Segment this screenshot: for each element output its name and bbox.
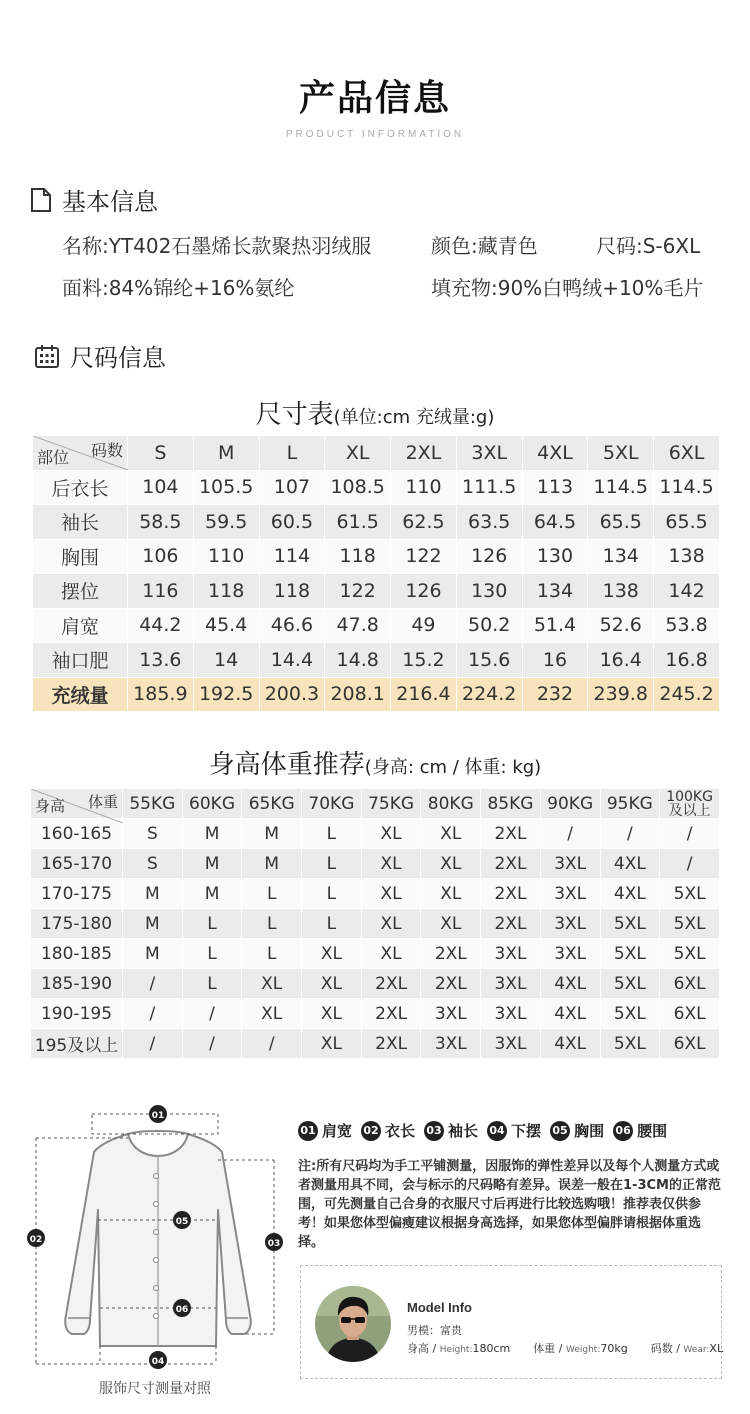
model-wear-label: 码数 /: [650, 1342, 684, 1355]
model-height-label: 身高 /: [407, 1342, 440, 1355]
table-cell: 16: [522, 643, 588, 678]
corner-row-label: 部位: [37, 447, 70, 467]
size-table-unit: (单位:cm 充绒量:g): [333, 407, 495, 428]
table-cell: /: [182, 999, 242, 1029]
corner-row-label: 身高: [35, 797, 66, 815]
size-header-cell: 4XL: [522, 436, 588, 471]
table-cell: /: [123, 999, 183, 1029]
table-cell: 6XL: [660, 999, 720, 1029]
table-cell: 216.4: [391, 677, 457, 712]
weight-header-cell-last: [660, 789, 720, 819]
table-cell: 64.5: [522, 505, 588, 540]
table-cell: 114: [259, 539, 325, 574]
table-cell: 122: [391, 539, 457, 574]
document-icon: [30, 187, 52, 213]
marker-03: [265, 1233, 283, 1251]
table-cell: 3XL: [421, 999, 481, 1029]
table-cell: 200.3: [259, 677, 325, 712]
legend-item: [613, 1120, 667, 1141]
model-name-line: [407, 1322, 462, 1338]
table-cell: 2XL: [421, 969, 481, 999]
size-header-cell: S: [128, 436, 194, 471]
weight-header-cell: 95KG: [600, 789, 660, 819]
table-cell: 239.8: [588, 677, 654, 712]
table-cell: 107: [259, 470, 325, 505]
table-cell: 47.8: [325, 608, 391, 643]
legend-item: [298, 1120, 352, 1141]
table-cell: 185.9: [128, 677, 194, 712]
weight-header-cell: 85KG: [481, 789, 541, 819]
table-cell: 6XL: [660, 969, 720, 999]
table-cell: L: [242, 879, 302, 909]
table-cell: 192.5: [193, 677, 259, 712]
table-cell: 65.5: [588, 505, 654, 540]
size-info-heading: [34, 338, 166, 373]
table-cell: 63.5: [456, 505, 522, 540]
model-height: 180cm: [472, 1342, 511, 1355]
row-label: 袖长: [33, 505, 128, 540]
row-label: 肩宽: [33, 608, 128, 643]
table-cell: 52.6: [588, 608, 654, 643]
row-label: 175-180: [31, 909, 123, 939]
legend-label: 肩宽: [322, 1122, 353, 1140]
table-cell: 134: [588, 539, 654, 574]
table-cell: /: [660, 849, 720, 879]
table-cell: 15.6: [456, 643, 522, 678]
size-table-title-text: 尺寸表: [255, 400, 334, 430]
table-row: [31, 879, 720, 909]
table-row: [33, 574, 720, 609]
table-cell: /: [242, 1029, 302, 1059]
size-table-title: [0, 394, 750, 431]
table-cell: 4XL: [540, 969, 600, 999]
table-cell: 2XL: [361, 999, 421, 1029]
table-cell: 138: [588, 574, 654, 609]
legend-label: 胸围: [574, 1122, 605, 1140]
legend-label: 腰围: [637, 1122, 668, 1140]
marker-02: [27, 1229, 45, 1247]
weight-header-cell: 55KG: [123, 789, 183, 819]
table-cell: XL: [361, 879, 421, 909]
table-cell: XL: [242, 969, 302, 999]
measure-legend: [298, 1120, 676, 1141]
table-cell: 3XL: [481, 969, 541, 999]
table-cell: 208.1: [325, 677, 391, 712]
table-cell: XL: [302, 1029, 362, 1059]
table-cell: 2XL: [481, 819, 541, 849]
table-cell: 114.5: [588, 470, 654, 505]
model-name: 富贵: [440, 1324, 462, 1337]
table-cell: 2XL: [481, 849, 541, 879]
size-header-cell: XL: [325, 436, 391, 471]
table-cell: 5XL: [660, 879, 720, 909]
table-cell: 3XL: [540, 909, 600, 939]
table-cell: 111.5: [456, 470, 522, 505]
table-cell: 232: [522, 677, 588, 712]
table-cell: /: [600, 819, 660, 849]
table-cell: XL: [421, 879, 481, 909]
table-cell: 113: [522, 470, 588, 505]
svg-text:06: 06: [175, 1305, 189, 1315]
table-cell: 134: [522, 574, 588, 609]
table-row: [31, 909, 720, 939]
model-info-title: Model Info: [407, 1300, 472, 1315]
page-title: 产品信息: [298, 78, 451, 119]
table-cell: 3XL: [421, 1029, 481, 1059]
marker-06: [173, 1299, 191, 1317]
table-cell: 130: [522, 539, 588, 574]
marker-05: [173, 1211, 191, 1229]
table-row: [31, 819, 720, 849]
table-cell: L: [182, 909, 242, 939]
table-cell: XL: [421, 849, 481, 879]
rec-table-unit: (身高: cm / 体重: kg): [364, 757, 542, 778]
table-cell: M: [123, 909, 183, 939]
size-header-cell: 2XL: [391, 436, 457, 471]
size-header-cell: 6XL: [654, 436, 720, 471]
table-cell: 5XL: [600, 909, 660, 939]
table-cell: XL: [242, 999, 302, 1029]
table-cell: 110: [391, 470, 457, 505]
table-row: [33, 470, 720, 505]
table-row: [31, 969, 720, 999]
model-stats-line: [407, 1340, 723, 1356]
table-cell: /: [123, 969, 183, 999]
row-label: 195及以上: [31, 1029, 123, 1059]
product-size-range: 尺码:S-6XL: [596, 234, 701, 258]
rec-table-title: [0, 744, 750, 781]
product-name: 名称:YT402石墨烯长款聚热羽绒服: [62, 234, 372, 258]
table-cell: 116: [128, 574, 194, 609]
table-cell: 53.8: [654, 608, 720, 643]
table-cell: XL: [361, 819, 421, 849]
table-cell: 118: [259, 574, 325, 609]
table-cell: 2XL: [361, 969, 421, 999]
table-cell: 6XL: [660, 1029, 720, 1059]
size-header-cell: 3XL: [456, 436, 522, 471]
size-table: [32, 435, 720, 712]
size-header-row: [33, 436, 720, 471]
table-cell: M: [242, 819, 302, 849]
table-cell: 16.4: [588, 643, 654, 678]
table-cell: 118: [325, 539, 391, 574]
table-cell: 3XL: [481, 999, 541, 1029]
row-label: 后衣长: [33, 470, 128, 505]
table-cell: 4XL: [540, 999, 600, 1029]
table-row: [31, 939, 720, 969]
table-cell: 15.2: [391, 643, 457, 678]
table-cell: 5XL: [600, 969, 660, 999]
table-cell: XL: [421, 819, 481, 849]
table-cell: XL: [361, 909, 421, 939]
table-cell: S: [123, 849, 183, 879]
legend-number-badge: 06: [613, 1121, 633, 1141]
table-cell: /: [660, 819, 720, 849]
table-row: [33, 539, 720, 574]
row-label: 充绒量: [33, 677, 128, 712]
legend-number-badge: 04: [487, 1121, 507, 1141]
table-cell: 58.5: [128, 505, 194, 540]
table-cell: 3XL: [540, 849, 600, 879]
row-label: 170-175: [31, 879, 123, 909]
legend-label: 衣长: [385, 1122, 416, 1140]
model-name-label: 男模：: [407, 1324, 440, 1337]
table-cell: 50.2: [456, 608, 522, 643]
legend-item: [487, 1120, 541, 1141]
weight-header-cell: 75KG: [361, 789, 421, 819]
table-cell: 5XL: [600, 1029, 660, 1059]
table-cell: /: [123, 1029, 183, 1059]
basic-info-title: 基本信息: [62, 188, 158, 216]
table-cell: XL: [302, 999, 362, 1029]
table-cell: M: [182, 849, 242, 879]
corner-column-label: 码数: [90, 441, 123, 460]
legend-number-badge: 05: [550, 1121, 570, 1141]
table-row: [31, 1029, 720, 1059]
marker-04: [149, 1351, 167, 1369]
table-cell: 118: [193, 574, 259, 609]
table-cell: L: [302, 909, 362, 939]
table-cell: 46.6: [259, 608, 325, 643]
legend-label: 袖长: [448, 1122, 479, 1140]
model-avatar: [315, 1286, 391, 1362]
weight-header-cell: 70KG: [302, 789, 362, 819]
measure-note: 注:所有尺码均为手工平铺测量，因服饰的弹性差异以及每个人测量方式或者测量用具不同，会与标示的尺码略有差异。误差一般在1-3CM的正常范围，可先测量自己合身的衣服尺寸后再进行比较选购哦！推荐表仅供参考！如果您体型偏瘦建议根据身高选择，如果您体型偏胖请根据体重选择。: [298, 1159, 721, 1250]
table-cell: 122: [325, 574, 391, 609]
weight-header-cell: 80KG: [421, 789, 481, 819]
row-label: 胸围: [33, 539, 128, 574]
weight-header-cell: 90KG: [540, 789, 600, 819]
table-cell: 4XL: [600, 849, 660, 879]
table-cell: 224.2: [456, 677, 522, 712]
table-row: [33, 677, 720, 712]
product-color: 颜色:藏青色: [431, 234, 538, 258]
weight-header-cell: 65KG: [242, 789, 302, 819]
model-wear-en: Wear:: [683, 1345, 710, 1355]
rec-table: [30, 788, 720, 1059]
table-cell: M: [242, 849, 302, 879]
svg-text:05: 05: [175, 1217, 189, 1227]
table-cell: 106: [128, 539, 194, 574]
table-cell: 5XL: [660, 909, 720, 939]
table-cell: 61.5: [325, 505, 391, 540]
table-cell: XL: [302, 939, 362, 969]
table-cell: 2XL: [481, 909, 541, 939]
row-label: 摆位: [33, 574, 128, 609]
table-cell: 49: [391, 608, 457, 643]
table-cell: 130: [456, 574, 522, 609]
table-cell: /: [540, 819, 600, 849]
table-cell: XL: [361, 849, 421, 879]
basic-info-heading: [30, 182, 158, 217]
row-label: 165-170: [31, 849, 123, 879]
table-cell: 2XL: [421, 939, 481, 969]
rec-header-row: [31, 789, 720, 819]
table-cell: 59.5: [193, 505, 259, 540]
legend-number-badge: 03: [424, 1121, 444, 1141]
table-cell: 65.5: [654, 505, 720, 540]
weight-last-line1: 100KG: [666, 788, 713, 805]
row-label: 160-165: [31, 819, 123, 849]
table-row: [33, 608, 720, 643]
legend-item: [424, 1120, 478, 1141]
table-cell: 4XL: [540, 1029, 600, 1059]
weight-header-cell: 60KG: [182, 789, 242, 819]
table-cell: 114.5: [654, 470, 720, 505]
table-cell: 3XL: [481, 939, 541, 969]
model-height-en: Height:: [439, 1345, 473, 1355]
table-cell: 14: [193, 643, 259, 678]
table-cell: XL: [361, 939, 421, 969]
size-header-cell: L: [259, 436, 325, 471]
table-cell: 14.8: [325, 643, 391, 678]
table-cell: 104: [128, 470, 194, 505]
table-cell: 3XL: [540, 879, 600, 909]
table-cell: 3XL: [540, 939, 600, 969]
table-cell: 60.5: [259, 505, 325, 540]
calendar-icon: [34, 343, 60, 369]
table-cell: 4XL: [600, 879, 660, 909]
model-weight-en: Weight:: [565, 1345, 601, 1355]
table-cell: 5XL: [600, 939, 660, 969]
table-cell: L: [242, 939, 302, 969]
legend-number-badge: 02: [361, 1121, 381, 1141]
table-cell: L: [302, 849, 362, 879]
table-cell: /: [182, 1029, 242, 1059]
table-cell: 245.2: [654, 677, 720, 712]
garment-measure-diagram: [20, 1100, 290, 1370]
table-cell: 126: [391, 574, 457, 609]
svg-text:01: 01: [151, 1111, 165, 1121]
table-cell: 110: [193, 539, 259, 574]
legend-label: 下摆: [511, 1122, 542, 1140]
marker-01: [149, 1105, 167, 1123]
row-label: 190-195: [31, 999, 123, 1029]
model-weight-label: 体重 /: [533, 1342, 566, 1355]
table-cell: 13.6: [128, 643, 194, 678]
table-cell: 16.8: [654, 643, 720, 678]
table-cell: L: [302, 879, 362, 909]
table-row: [33, 505, 720, 540]
size-info-title: 尺码信息: [70, 344, 166, 372]
table-cell: L: [242, 909, 302, 939]
table-row: [31, 999, 720, 1029]
size-header-cell: M: [193, 436, 259, 471]
rec-table-title-text: 身高体重推荐: [208, 750, 365, 780]
table-corner-cell: [31, 789, 123, 819]
product-fabric: 面料:84%锦纶+16%氨纶: [62, 276, 295, 300]
table-cell: 44.2: [128, 608, 194, 643]
table-cell: S: [123, 819, 183, 849]
legend-number-badge: 01: [298, 1121, 318, 1141]
table-cell: L: [182, 969, 242, 999]
diagram-caption: 服饰尺寸测量对照: [99, 1381, 211, 1397]
table-cell: M: [182, 819, 242, 849]
svg-text:02: 02: [29, 1235, 43, 1245]
legend-item: [361, 1120, 415, 1141]
table-cell: 5XL: [660, 939, 720, 969]
corner-column-label: 体重: [87, 793, 118, 811]
table-cell: 142: [654, 574, 720, 609]
table-cell: 105.5: [193, 470, 259, 505]
table-cell: 2XL: [481, 879, 541, 909]
table-cell: 3XL: [481, 1029, 541, 1059]
table-cell: 5XL: [600, 999, 660, 1029]
model-info-box: [300, 1265, 722, 1379]
table-corner-cell: [33, 436, 128, 471]
model-wear: XL: [709, 1342, 724, 1355]
svg-text:04: 04: [151, 1357, 165, 1367]
table-cell: XL: [421, 909, 481, 939]
table-cell: 126: [456, 539, 522, 574]
table-cell: 108.5: [325, 470, 391, 505]
table-cell: M: [182, 879, 242, 909]
size-header-cell: 5XL: [588, 436, 654, 471]
table-cell: 45.4: [193, 608, 259, 643]
table-cell: 2XL: [361, 1029, 421, 1059]
legend-item: [550, 1120, 604, 1141]
table-cell: 14.4: [259, 643, 325, 678]
table-cell: M: [123, 879, 183, 909]
table-cell: 51.4: [522, 608, 588, 643]
model-weight: 70kg: [600, 1342, 628, 1355]
svg-text:03: 03: [267, 1239, 281, 1249]
table-cell: L: [182, 939, 242, 969]
table-row: [33, 643, 720, 678]
product-filling: 填充物:90%白鸭绒+10%毛片: [431, 276, 704, 300]
weight-last-line2: 及以上: [668, 802, 711, 819]
page-subtitle: PRODUCT INFORMATION: [285, 129, 465, 140]
row-label: 180-185: [31, 939, 123, 969]
table-cell: 62.5: [391, 505, 457, 540]
table-row: [31, 849, 720, 879]
row-label: 185-190: [31, 969, 123, 999]
table-cell: 138: [654, 539, 720, 574]
table-cell: L: [302, 819, 362, 849]
table-cell: M: [123, 939, 183, 969]
table-cell: XL: [302, 969, 362, 999]
row-label: 袖口肥: [33, 643, 128, 678]
